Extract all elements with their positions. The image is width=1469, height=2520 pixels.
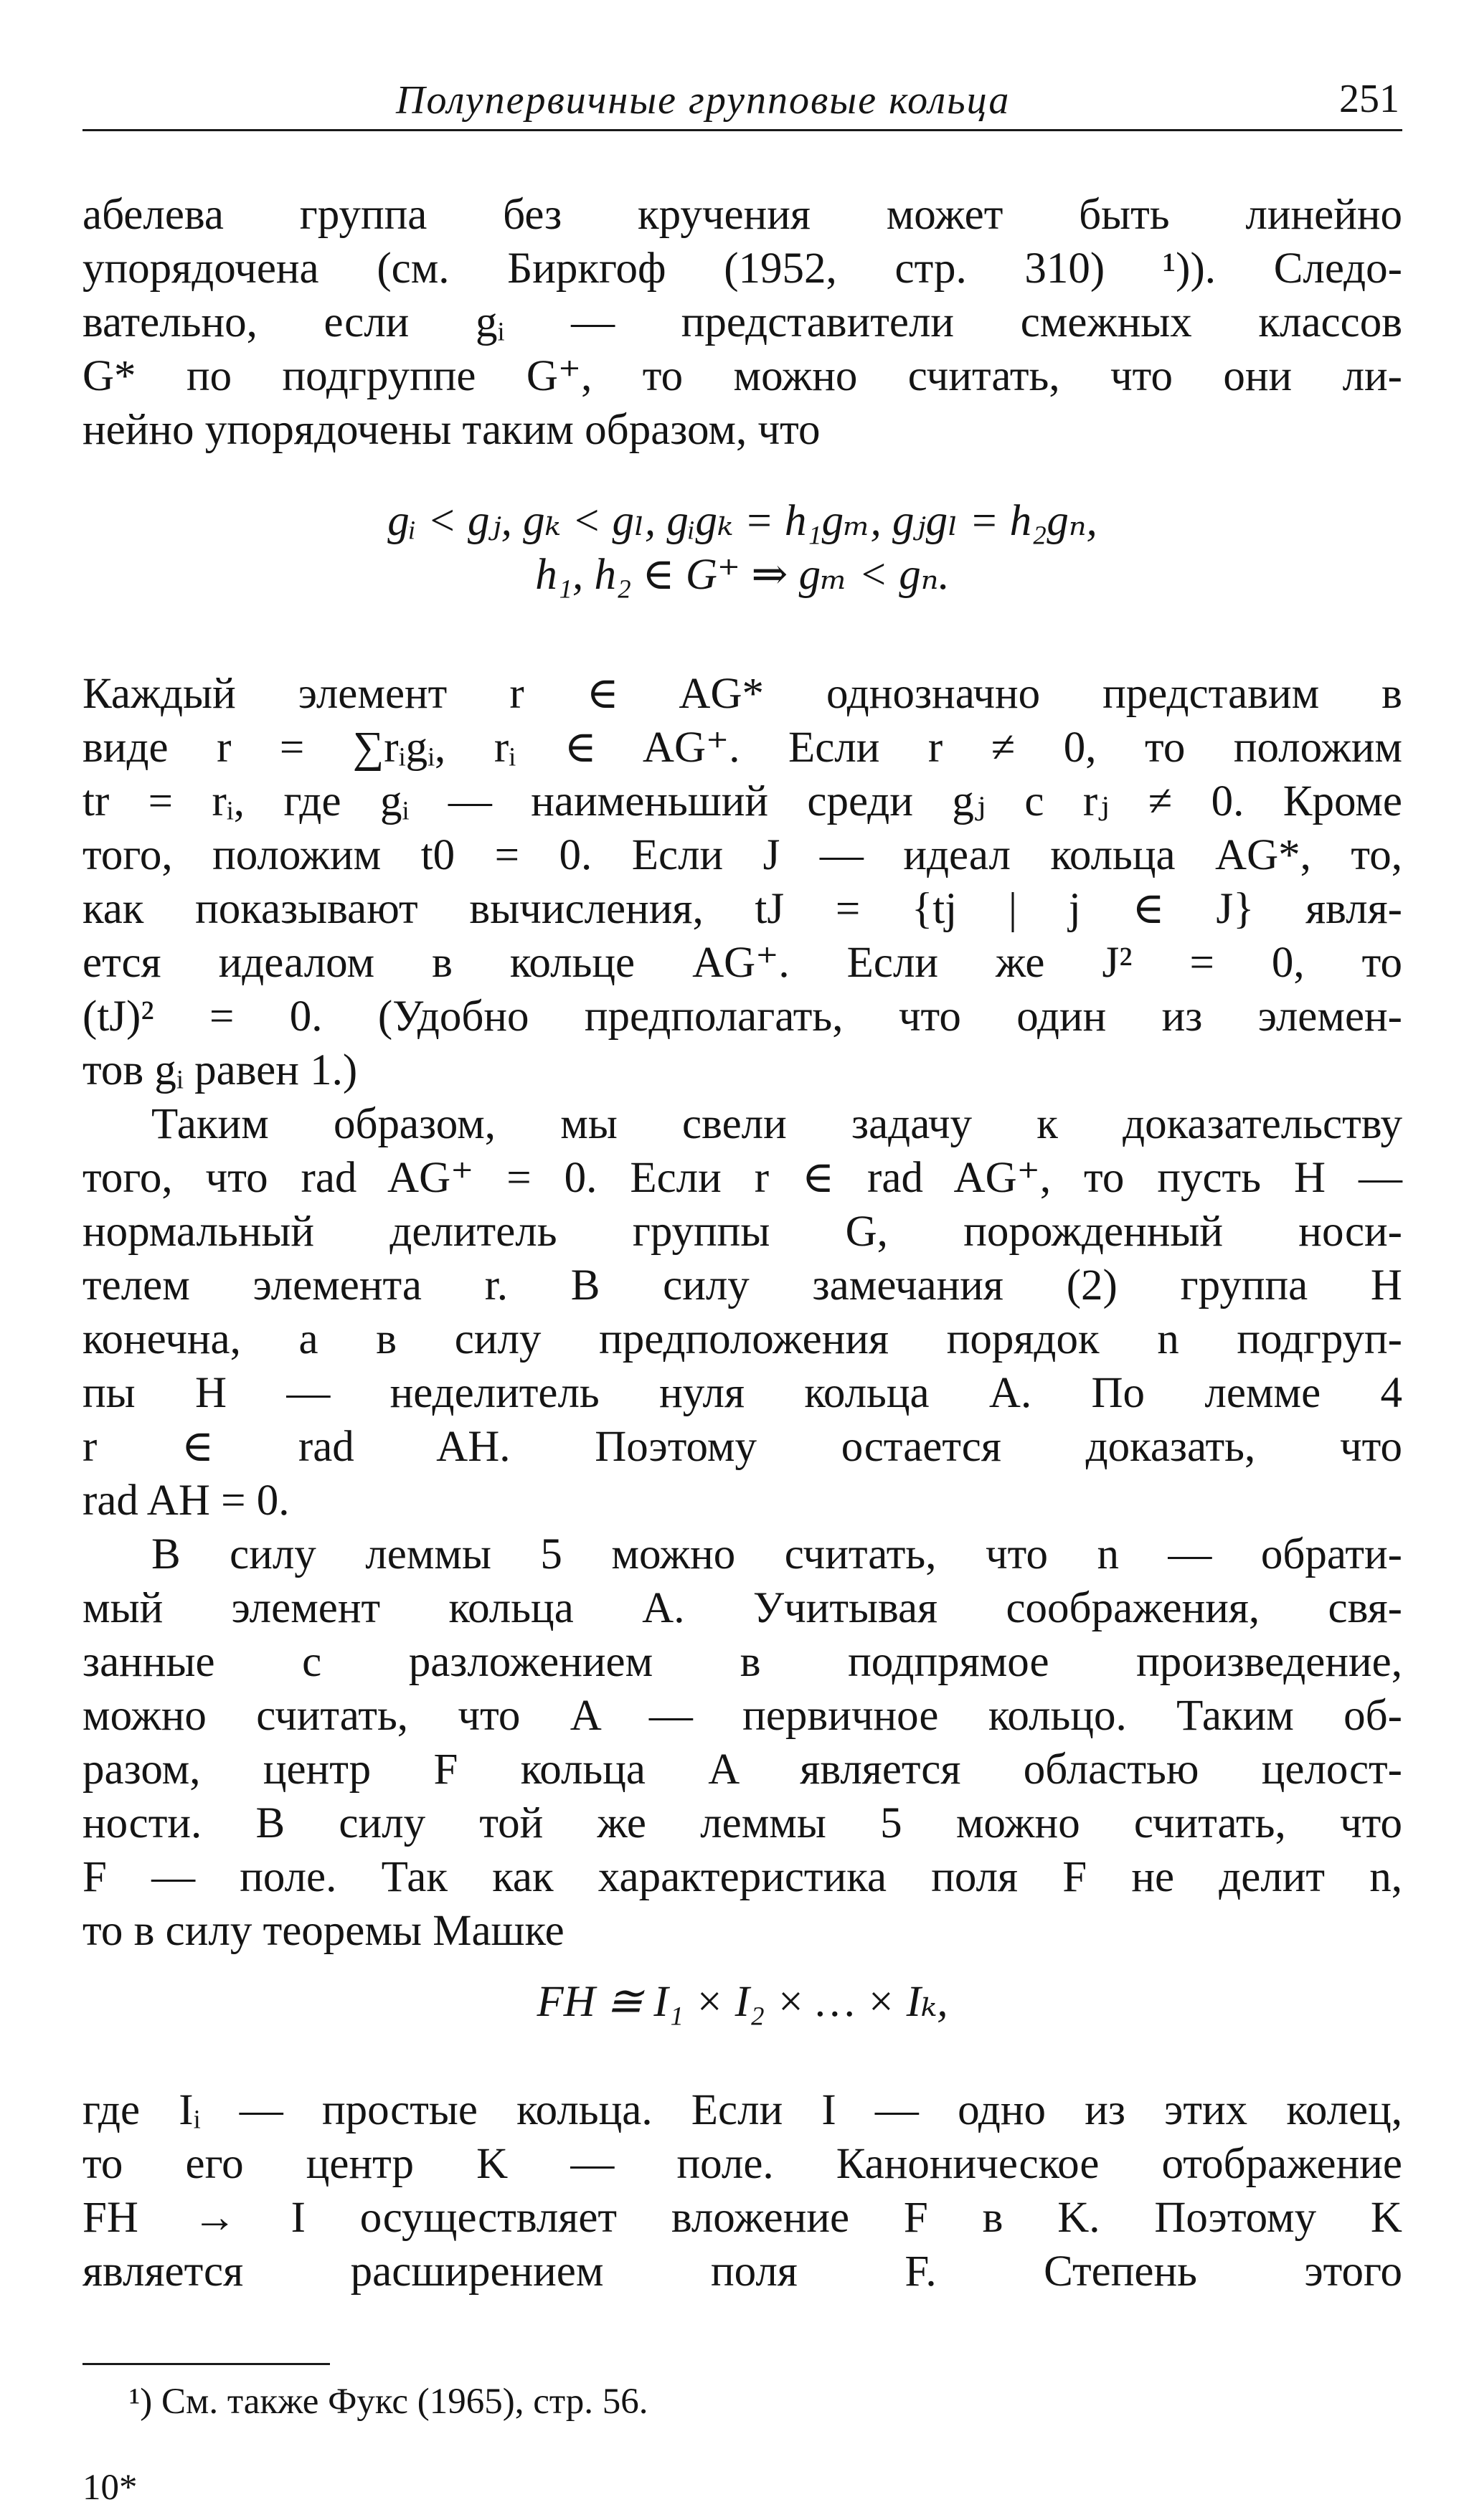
text-line: того, положим t0 = 0. Если J — идеал кольца AG*, то, xyxy=(82,831,1402,879)
text-line: является расширением поля F. Степень этого xyxy=(82,2247,1402,2296)
text-line: где Iᵢ — простые кольца. Если I — одно из этих колец, xyxy=(82,2086,1402,2134)
printer-signature: 10* xyxy=(82,2468,138,2508)
paragraph-2 xyxy=(82,667,1402,1097)
text-line: тов gᵢ равен 1.) xyxy=(82,1046,358,1094)
text-line: как показывают вычисления, tJ = {tj | j ∈ J} явля- xyxy=(82,885,1402,933)
paragraph-1 xyxy=(82,188,1402,457)
paragraph-4 xyxy=(82,1527,1402,1958)
footnote-divider xyxy=(82,2363,330,2365)
text-line: то в силу теоремы Машке xyxy=(82,1907,565,1955)
running-head-title: Полупервичные групповые кольца xyxy=(396,78,1011,123)
text-line: G* по подгруппе G⁺, то можно считать, что они ли- xyxy=(82,352,1402,400)
running-head xyxy=(82,72,1402,131)
text-line: ется идеалом в кольце AG⁺. Если же J² = 0, то xyxy=(82,939,1402,987)
text-line: разом, центр F кольца A является областью целост- xyxy=(82,1745,1402,1794)
text-line: абелева группа без кручения может быть линейно xyxy=(82,191,1402,239)
text-line: нормальный делитель группы G, порожденный носи- xyxy=(82,1208,1402,1256)
text-line: В силу леммы 5 можно считать, что n — обрати- xyxy=(151,1530,1402,1578)
text-line: F — поле. Так как характеристика поля F не делит n, xyxy=(82,1853,1402,1901)
text-line: того, что rad AG⁺ = 0. Если r ∈ rad AG⁺, то пусть H — xyxy=(82,1154,1402,1202)
text-line: Таким образом, мы свели задачу к доказательству xyxy=(151,1100,1402,1148)
formula-maschke: FH ≅ I₁ × I₂ × … × Iₖ, xyxy=(537,1978,948,2026)
text-line: можно считать, что A — первичное кольцо. Таким об- xyxy=(82,1692,1402,1740)
text-line: rad AH = 0. xyxy=(82,1477,290,1525)
text-line: то его центр K — поле. Каноническое отображение xyxy=(82,2140,1402,2188)
text-line: Каждый элемент r ∈ AG* однозначно представим в xyxy=(82,670,1402,718)
text-line: вательно, если gᵢ — представители смежных классов xyxy=(82,298,1402,346)
formula-order-line-2: h₁, h₂ ∈ G⁺ ⇒ gₘ < gₙ. xyxy=(535,551,950,599)
paragraph-5 xyxy=(82,2083,1402,2298)
text-line: нейно упорядочены таким образом, что xyxy=(82,406,821,454)
paragraph-3 xyxy=(82,1097,1402,1527)
page-number: 251 xyxy=(1339,77,1399,121)
text-line: r ∈ rad AH. Поэтому остается доказать, что xyxy=(82,1423,1402,1471)
text-line: телем элемента r. В силу замечания (2) группа H xyxy=(82,1261,1402,1309)
text-line: ности. В силу той же леммы 5 можно считать, что xyxy=(82,1799,1402,1847)
text-line: (tJ)² = 0. (Удобно предполагать, что один из элемен- xyxy=(82,993,1402,1041)
footnote: ¹) См. также Фукс (1965), стр. 56. xyxy=(129,2382,648,2422)
text-line: пы H — неделитель нуля кольца A. По лемме 4 xyxy=(82,1369,1402,1417)
text-line: занные с разложением в подпрямое произведение, xyxy=(82,1638,1402,1686)
text-line: конечна, а в силу предположения порядок n подгруп- xyxy=(82,1315,1402,1363)
text-line: виде r = ∑rᵢgᵢ, rᵢ ∈ AG⁺. Если r ≠ 0, то положим xyxy=(82,724,1402,772)
text-line: мый элемент кольца A. Учитывая соображения, свя- xyxy=(82,1584,1402,1632)
text-line: FH → I осуществляет вложение F в K. Поэтому K xyxy=(82,2194,1402,2242)
formula-order-line-1: gᵢ < gⱼ, gₖ < gₗ, gᵢgₖ = h₁gₘ, gⱼgₗ = h₂gₙ, xyxy=(387,497,1097,545)
text-line: упорядочена (см. Биркгоф (1952, стр. 310) ¹)). Следо- xyxy=(82,245,1402,293)
text-line: tr = rᵢ, где gᵢ — наименьший среди gⱼ с rⱼ ≠ 0. Кроме xyxy=(82,777,1402,825)
